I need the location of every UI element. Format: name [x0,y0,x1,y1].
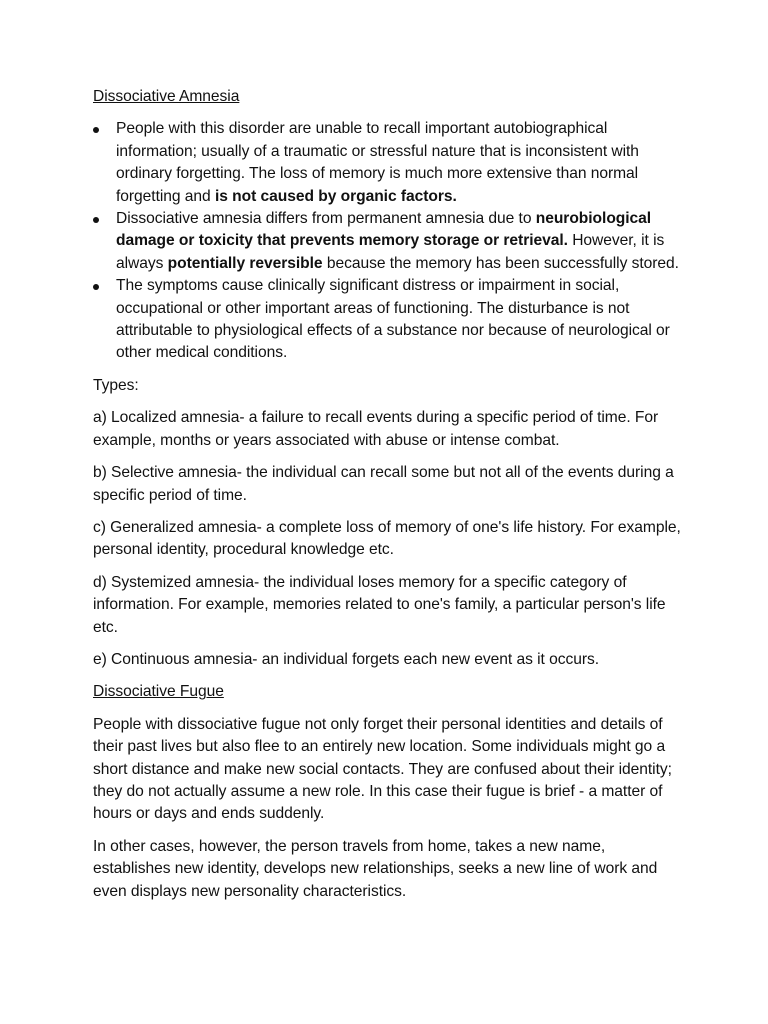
bullet-bold-text: potentially reversible [167,254,323,272]
type-generalized-amnesia: c) Generalized amnesia- a complete loss of memory of one's life history. For example, personal identity, procedural knowledge etc. [93,518,681,559]
section-heading-dissociative-amnesia: Dissociative Amnesia [93,88,240,105]
bullet-dot-icon [93,217,99,223]
bullet-item [93,208,683,275]
bullet-dot-icon [93,284,99,290]
bullet-bold-text: is not caused by organic factors. [214,187,457,205]
type-continuous-amnesia: e) Continuous amnesia- an individual forgets each new event as it occurs. [93,650,600,668]
types-label: Types: [93,376,139,394]
bullet-text: Dissociative amnesia differs from permanent amnesia due to [116,210,536,228]
bullet-text: because the memory has been successfully stored. [322,254,679,272]
bullet-text: However, it is always [116,232,665,272]
document-page [93,86,683,913]
section-heading-dissociative-fugue: Dissociative Fugue [93,683,224,701]
type-localized-amnesia: a) Localized amnesia- a failure to recall events during a specific period of time. For example, months or years associated with abuse or intense combat. [93,409,659,449]
type-selective-amnesia: b) Selective amnesia- the individual can recall some but not all of the events during a specific period of time. [93,464,674,504]
bullet-item [93,275,683,365]
bullet-list [93,118,683,364]
bullet-bold-text: neurobiological damage or toxicity that prevents memory storage or retrieval. [116,210,652,250]
bullet-item [93,118,683,208]
fugue-paragraph: In other cases, however, the person travels from home, takes a new name, establishes new identity, develops new relationships, seeks a new line of work and even displays new personality characteristics. [93,837,658,900]
bullet-text: The symptoms cause clinically significant distress or impairment in social, occupational or other important areas of functioning. The disturbance is not attributable to physiological effects of a substance nor because of neurological or other medical conditions. [116,277,670,362]
bullet-dot-icon [93,127,99,133]
fugue-paragraph: People with dissociative fugue not only forget their personal identities and details of their past lives but also flee to an entirely new location. Some individuals might go a short distance and make new social contacts. They are confused about their identity; they do not actually assume a new role. In this case their fugue is brief - a matter of hours or days and ends suddenly. [93,715,672,823]
type-systemized-amnesia: d) Systemized amnesia- the individual loses memory for a specific category of information. For example, memories related to one's family, a particular person's life etc. [93,573,666,636]
bullet-text: People with this disorder are unable to recall important autobiographical information; usually of a traumatic or stressful nature that is inconsistent with ordinary forgetting. The loss of memory is much more extensive than normal forgetting and [116,120,639,205]
